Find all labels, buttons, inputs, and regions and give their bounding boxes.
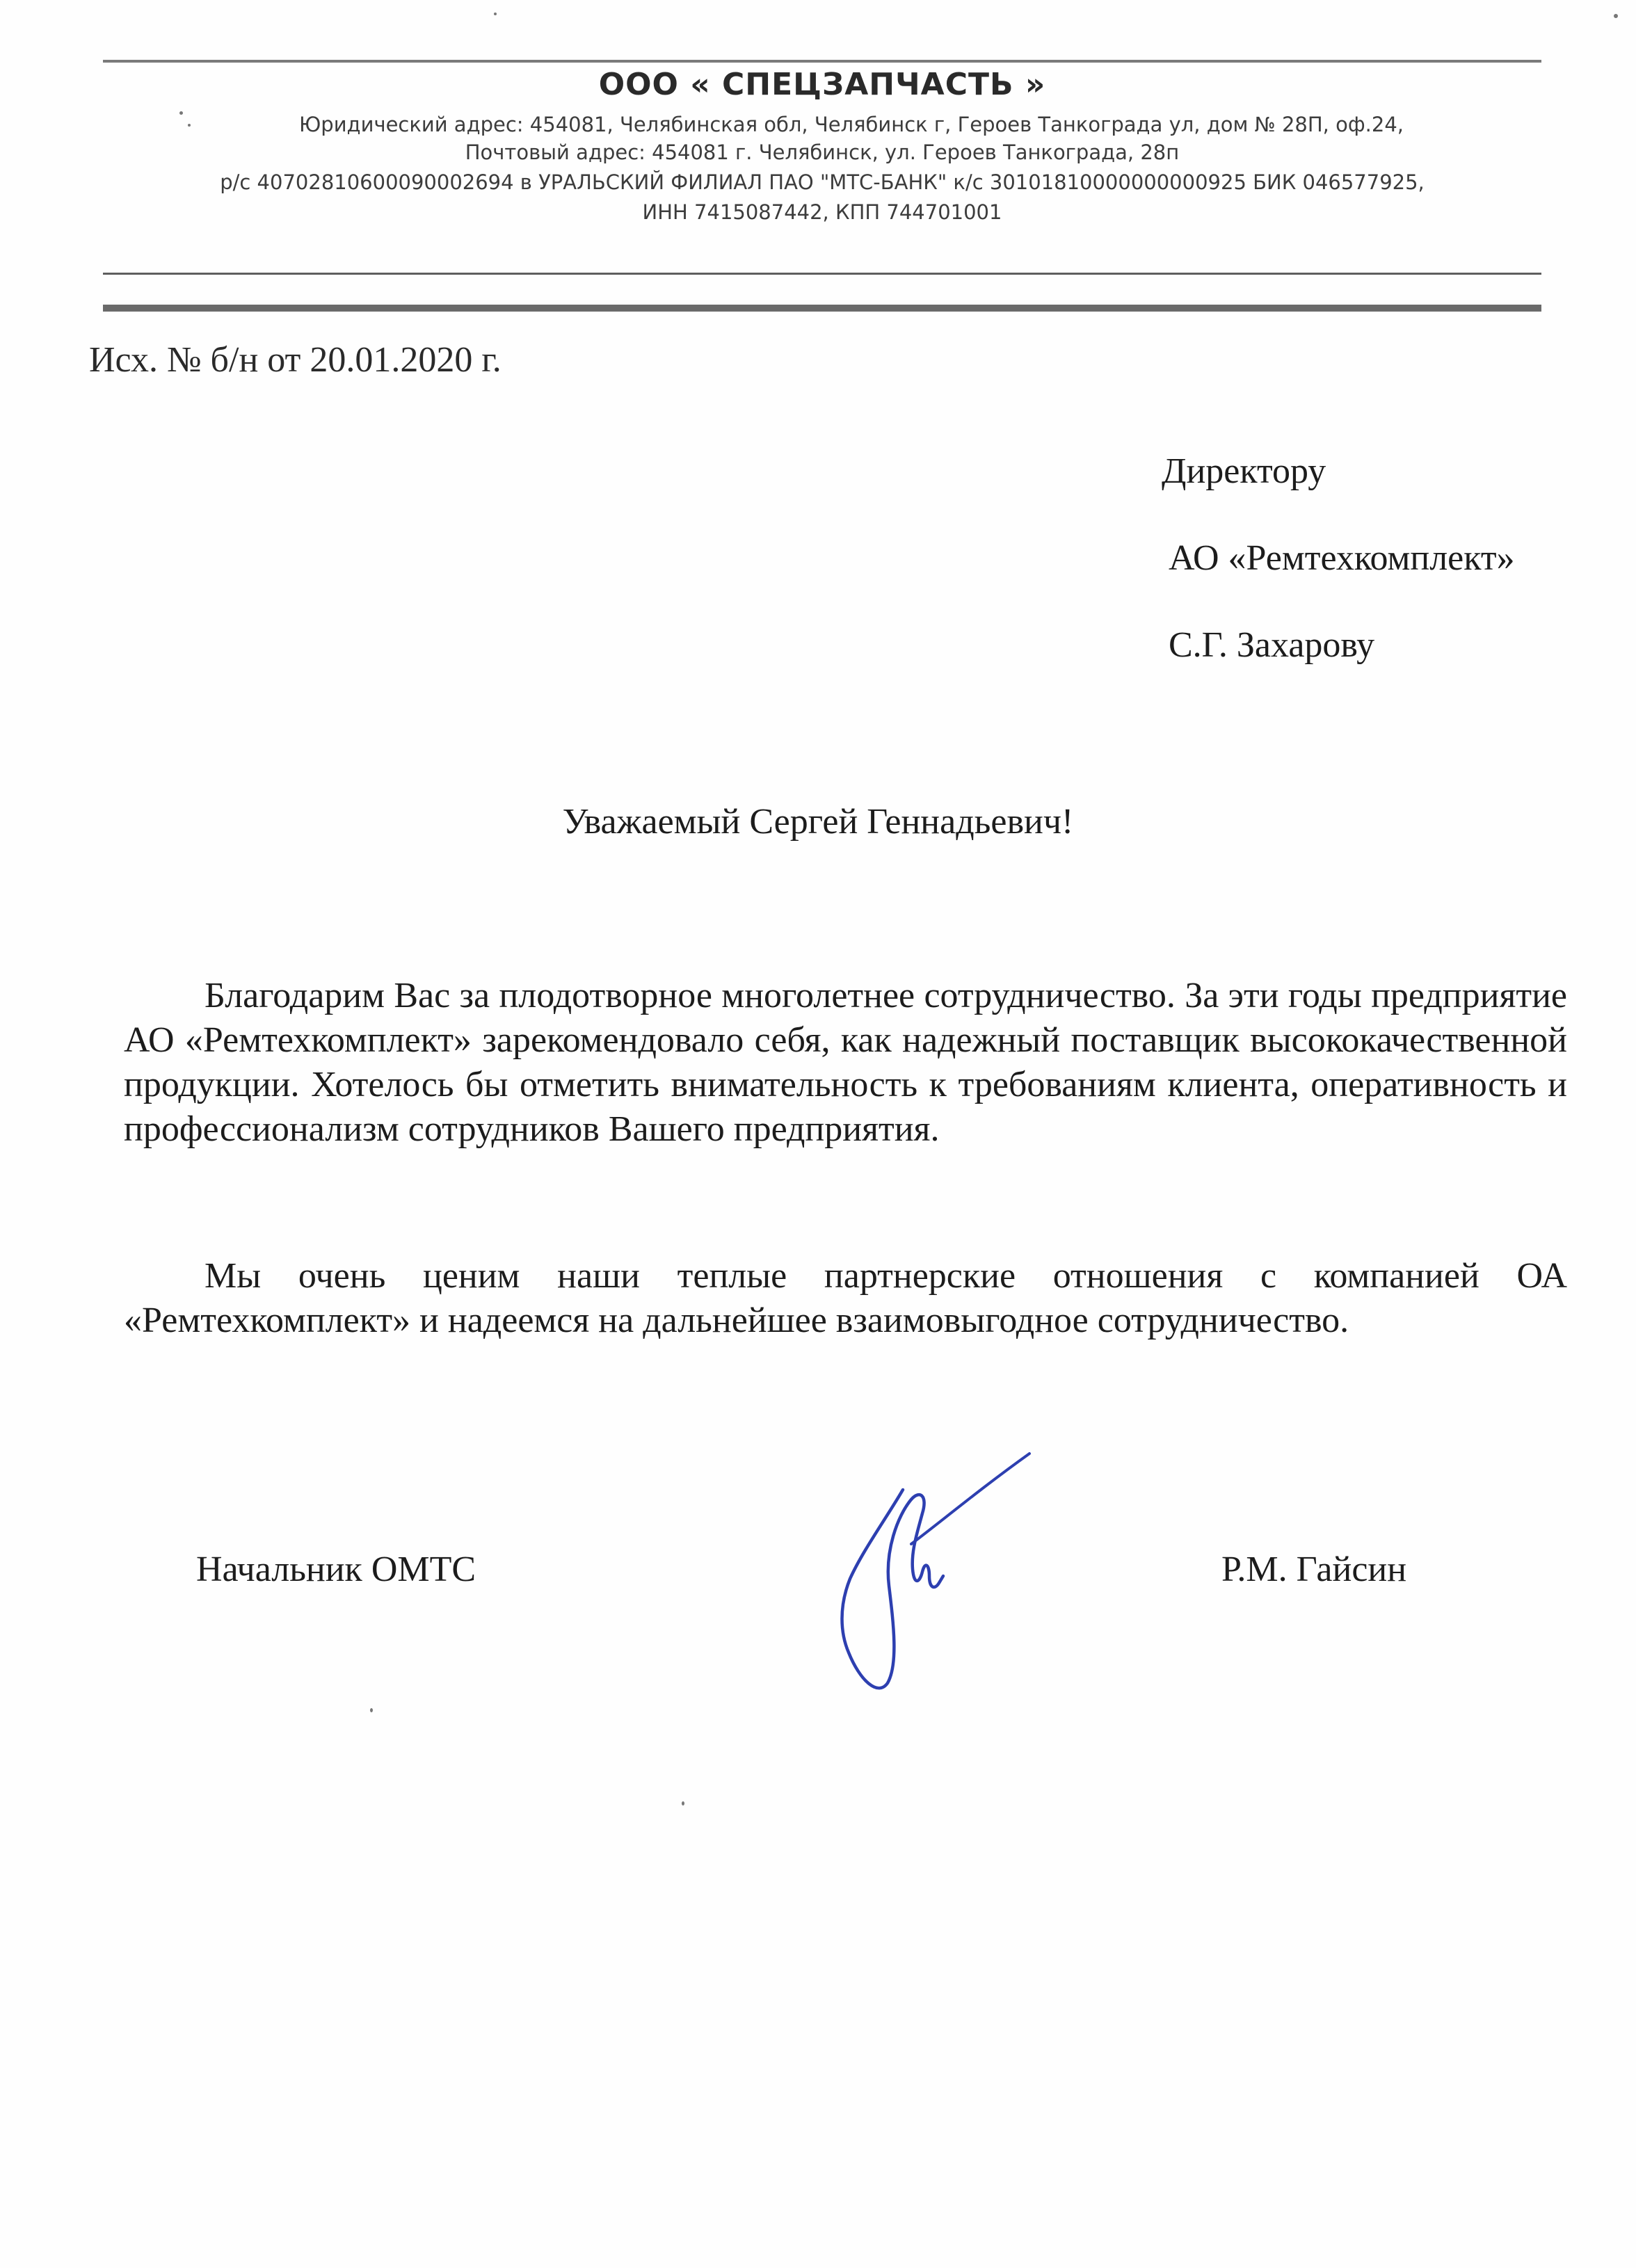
addressee-organization: АО «Ремтехкомплект» xyxy=(1169,538,1515,578)
scan-speck xyxy=(494,13,497,15)
letterhead-top-rule xyxy=(103,60,1541,63)
tax-ids: ИНН 7415087442, КПП 744701001 xyxy=(642,200,1002,224)
addressee-name: С.Г. Захарову xyxy=(1169,625,1375,665)
letterhead-middle-rule xyxy=(103,273,1541,275)
signatory-title: Начальник ОМТС xyxy=(196,1550,476,1589)
bank-details: р/с 40702810600090002694 в УРАЛЬСКИЙ ФИЛИАЛ ПАО "МТС-БАНК" к/с 30101810000000000925 БИК 046577925, xyxy=(220,170,1425,194)
postal-address: Почтовый адрес: 454081 г. Челябинск, ул. Героев Танкограда, 28п xyxy=(465,140,1180,164)
scan-speck xyxy=(188,124,191,127)
outgoing-reference: Исх. № б/н от 20.01.2020 г. xyxy=(89,340,502,380)
legal-address: Юридический адрес: 454081, Челябинская обл, Челябинск г, Героев Танкограда ул, дом № 28П, оф.24, xyxy=(298,113,1404,136)
signatory-name: Р.М. Гайсин xyxy=(1221,1550,1407,1589)
scan-speck xyxy=(370,1708,373,1712)
scan-speck xyxy=(179,111,183,115)
scan-speck xyxy=(1614,14,1618,18)
salutation: Уважаемый Сергей Геннадьевич! xyxy=(562,802,1074,842)
body-paragraph-1: Благодарим Вас за плодотворное многолетнее сотрудничество. За эти годы предприятие АО «Ремтехкомплект» зарекомендовало себя, как надежный поставщик высококачественной продукции. Хотелось бы отметить внимательность к требованиям клиента, оперативность и профессионализм сотрудников Вашего предприятия. xyxy=(124,976,1567,1149)
body-paragraph-2: Мы очень ценим наши теплые партнерские отношения с компанией ОА «Ремтехкомплект» и надеемся на дальнейшее взаимовыгодное сотрудничество. xyxy=(124,1256,1567,1340)
addressee-position: Директору xyxy=(1162,451,1326,491)
scan-speck xyxy=(682,1801,684,1805)
handwritten-signature xyxy=(821,1447,1043,1711)
letterhead-bottom-rule xyxy=(103,305,1541,312)
company-name: ООО « СПЕЦЗАПЧАСТЬ » xyxy=(598,67,1046,102)
